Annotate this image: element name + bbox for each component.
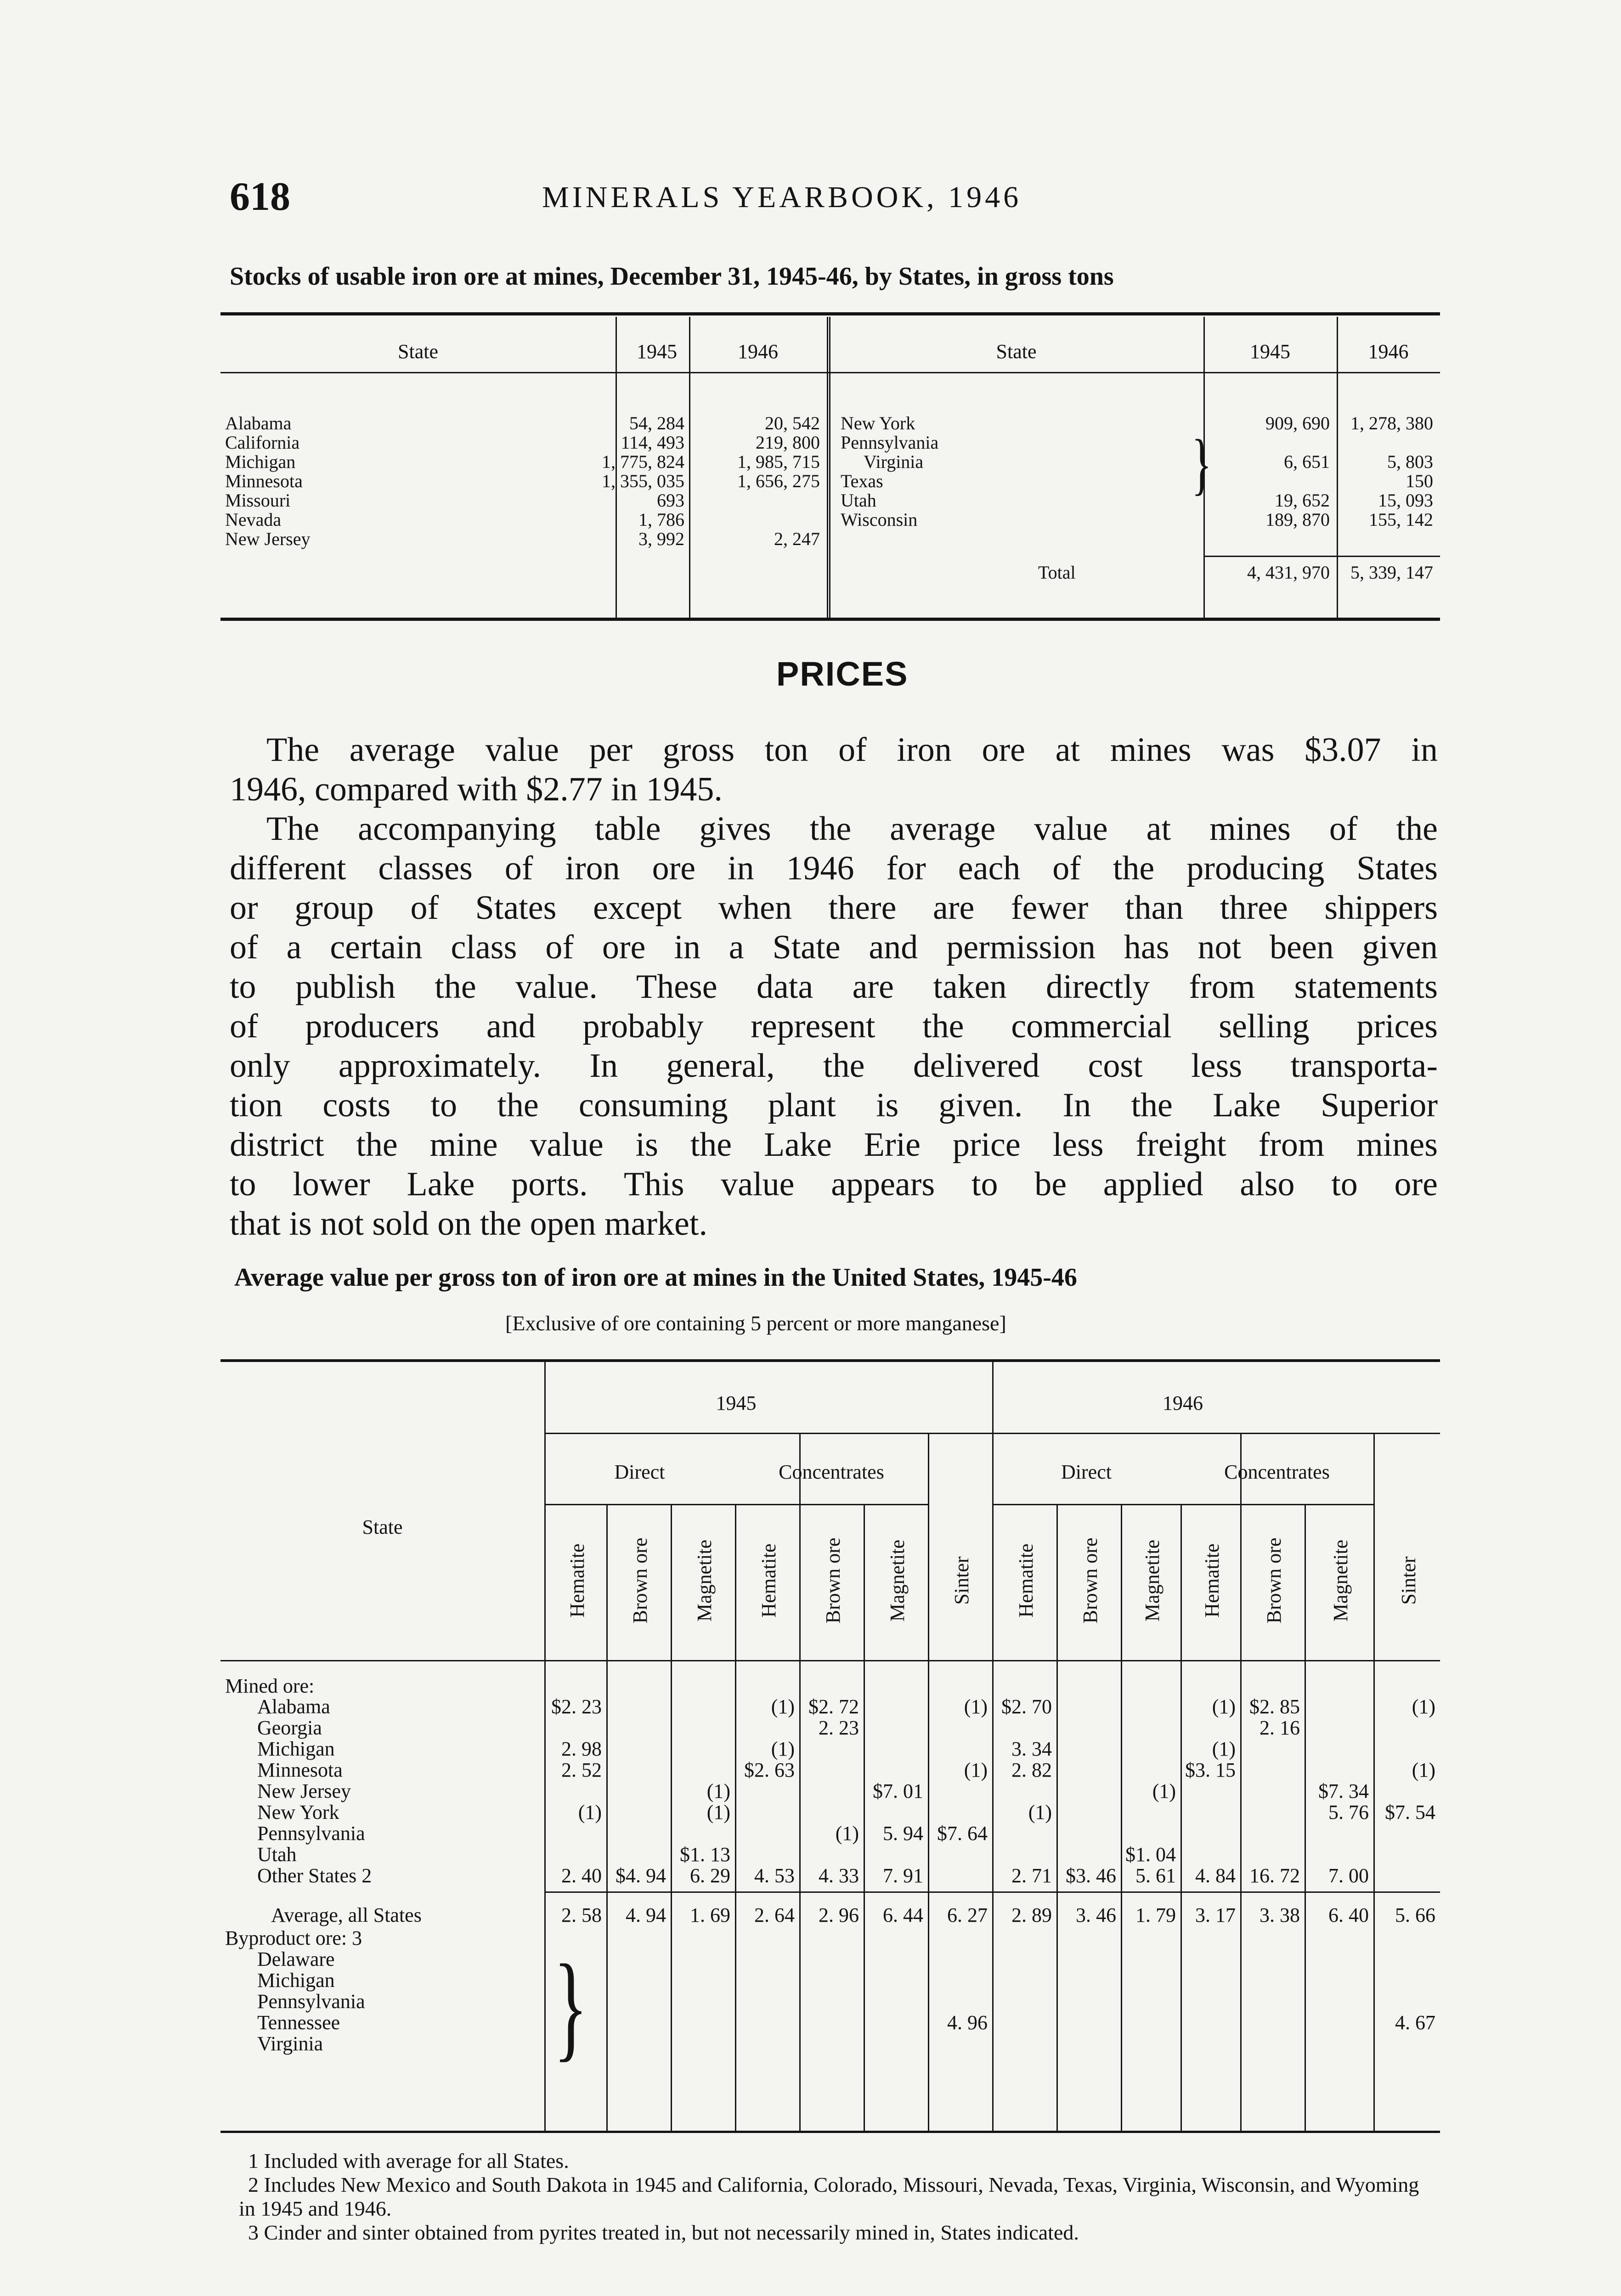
table-cell: 4. 67 <box>1395 2011 1435 2034</box>
table-row-state: Pennsylvania <box>257 1990 365 2013</box>
paragraph-line: to publish the value. These data are taken directly from statements <box>230 968 1438 1006</box>
footnote: 2 Includes New Mexico and South Dakota in 1945 and California, Colorado, Missouri, Nevada, Texas, Virginia, Wisconsin, and Wyoming in 1945 and 1946. <box>239 2173 1419 2220</box>
table-cell: 54, 284 <box>629 413 684 433</box>
value-avg-rule <box>544 1891 1440 1893</box>
value-header-column: Magnetite <box>1141 1539 1164 1622</box>
table-cell: 4. 96 <box>947 2011 988 2034</box>
table-cell: 693 <box>657 490 684 511</box>
value-col-rule <box>1121 1504 1122 2131</box>
paragraph-line: tion costs to the consuming plant is given. In the Lake Superior <box>230 1086 1438 1124</box>
footnote: 3 Cinder and sinter obtained from pyrites treated in, but not necessarily mined in, States indicated. <box>248 2221 1079 2244</box>
footnote: 1 Included with average for all States. <box>248 2149 569 2172</box>
table-row-state: Alabama <box>257 1695 330 1718</box>
paragraph-line: that is not sold on the open market. <box>230 1205 707 1243</box>
table-cell: $1. 13 <box>680 1843 730 1866</box>
table-cell: 6. 27 <box>947 1904 988 1926</box>
value-header-column: Sinter <box>950 1556 973 1605</box>
table-row-state: New Jersey <box>257 1780 351 1802</box>
paragraph-line: to lower Lake ports. This value appears to be applied also to ore <box>230 1165 1438 1203</box>
table-cell: 2. 98 <box>561 1738 602 1760</box>
stocks-header-1946: 1946 <box>1368 340 1409 363</box>
table-cell: 5. 66 <box>1395 1904 1435 1926</box>
table-cell: 20, 542 <box>765 413 820 433</box>
table-row-state: Wisconsin <box>841 509 918 530</box>
table-cell: 19, 652 <box>1275 490 1330 511</box>
table-cell: 1. 69 <box>690 1904 730 1926</box>
table-cell: 1, 786 <box>638 509 684 530</box>
table-cell: 909, 690 <box>1265 413 1330 433</box>
table-cell: 5. 94 <box>883 1822 923 1845</box>
table-cell: 114, 493 <box>621 432 684 453</box>
value-top-rule <box>220 1359 1440 1362</box>
value-header-column: Magnetite <box>693 1539 716 1622</box>
table-cell: 2. 64 <box>754 1904 795 1926</box>
table-cell: 2. 16 <box>1260 1716 1300 1739</box>
table-cell: 6. 29 <box>690 1864 730 1887</box>
table-cell: $3. 15 <box>1185 1759 1236 1781</box>
paragraph <box>230 730 1438 809</box>
paragraph-line: only approximately. In general, the delivered cost less transporta- <box>230 1047 1438 1085</box>
table-cell: (1) <box>706 1801 730 1823</box>
value-table-caption: Average value per gross ton of iron ore at mines in the United States, 1945-46 <box>234 1263 1077 1292</box>
table-row-state: Minnesota <box>225 471 303 491</box>
value-bottom-rule <box>220 2131 1440 2133</box>
table-row-state: California <box>225 432 300 453</box>
paragraph-line: different classes of iron ore in 1946 for each of the producing States <box>230 850 1438 887</box>
paragraph-line: district the mine value is the Lake Erie price less freight from mines <box>230 1126 1438 1164</box>
table-row-state: Virginia <box>257 2032 323 2055</box>
brace-icon: } <box>553 1940 588 2072</box>
stocks-total-1945: 4, 431, 970 <box>1247 562 1330 583</box>
stocks-header-1946: 1946 <box>738 340 778 363</box>
table-cell: 5. 76 <box>1328 1801 1369 1823</box>
table-row-state: Minnesota <box>257 1759 343 1781</box>
running-title: MINERALS YEARBOOK, 1946 <box>542 180 1022 214</box>
table-cell: 3, 992 <box>638 529 684 549</box>
table-row-state: Virginia <box>864 451 924 472</box>
value-header-group: Concentrates <box>1224 1461 1330 1483</box>
table-cell: 4. 94 <box>626 1904 666 1926</box>
table-cell: 3. 17 <box>1195 1904 1236 1926</box>
table-cell: 4. 33 <box>819 1864 859 1887</box>
stocks-bottom-rule <box>220 618 1440 621</box>
table-cell: 7. 00 <box>1328 1864 1369 1887</box>
table-cell: $2. 70 <box>1001 1695 1052 1718</box>
table-row-state: Nevada <box>225 509 282 530</box>
value-header-column: Brown ore <box>1079 1537 1101 1624</box>
table-row-state: New York <box>841 413 915 433</box>
table-cell: 7. 91 <box>883 1864 923 1887</box>
table-cell: 3. 46 <box>1076 1904 1116 1926</box>
table-cell: $2. 23 <box>551 1695 602 1718</box>
table-cell: (1) <box>771 1695 795 1718</box>
table-cell: (1) <box>964 1759 988 1781</box>
stocks-col-rule <box>827 317 828 618</box>
mined-ore-label: Mined ore: <box>225 1675 315 1697</box>
table-cell: 2. 71 <box>1011 1864 1052 1887</box>
table-cell: $3. 46 <box>1066 1864 1116 1887</box>
value-header-column: Brown ore <box>629 1537 651 1624</box>
value-header-group: Concentrates <box>779 1461 884 1483</box>
table-row-state: Tennessee <box>257 2011 340 2034</box>
table-cell: 3. 38 <box>1260 1904 1300 1926</box>
table-row-state: New Jersey <box>225 529 311 549</box>
table-cell: (1) <box>578 1801 602 1823</box>
table-cell: (1) <box>835 1822 859 1845</box>
table-cell: 6. 40 <box>1328 1904 1369 1926</box>
table-row-state: New York <box>257 1801 339 1823</box>
value-col-rule <box>1056 1504 1058 2131</box>
table-cell: $4. 94 <box>616 1864 666 1887</box>
table-cell: 1, 278, 380 <box>1350 413 1433 433</box>
table-cell: (1) <box>771 1738 795 1760</box>
table-cell: $7. 34 <box>1318 1780 1369 1802</box>
value-header-year: 1946 <box>1163 1392 1203 1414</box>
table-cell: (1) <box>1212 1738 1236 1760</box>
table-cell: $2. 85 <box>1249 1695 1300 1718</box>
paragraph-line: The accompanying table gives the average value at mines of the <box>266 810 1438 848</box>
table-row-state: Utah <box>841 490 876 511</box>
stocks-header-1945: 1945 <box>1250 340 1290 363</box>
table-cell: 2, 247 <box>774 529 820 549</box>
table-cell: (1) <box>1412 1695 1435 1718</box>
table-cell: 1, 985, 715 <box>737 451 820 472</box>
value-col-rule <box>735 1504 736 2131</box>
table-row-state: Texas <box>841 471 883 491</box>
byproduct-label: Byproduct ore: 3 <box>225 1927 362 1949</box>
value-col-rule <box>1240 1433 1242 2131</box>
stocks-total-rule <box>1203 556 1440 557</box>
table-cell: 2. 52 <box>561 1759 602 1781</box>
table-cell: 5, 803 <box>1387 451 1433 472</box>
value-header-group: Direct <box>614 1461 665 1483</box>
table-row-state: Missouri <box>225 490 291 511</box>
value-header-group: Direct <box>1061 1461 1112 1483</box>
paragraph-line: or group of States except when there are fewer than three shippers <box>230 889 1438 927</box>
value-col-rule <box>1180 1504 1182 2131</box>
value-col-rule <box>864 1504 865 2131</box>
table-row-state: Michigan <box>225 451 296 472</box>
table-cell: $2. 63 <box>744 1759 795 1781</box>
table-cell: (1) <box>1028 1801 1052 1823</box>
table-row-state: Other States 2 <box>257 1864 372 1887</box>
table-cell: (1) <box>1152 1780 1176 1802</box>
brace-icon: } <box>1192 426 1212 502</box>
table-cell: 15, 093 <box>1378 490 1433 511</box>
prices-heading: PRICES <box>776 655 909 693</box>
table-cell: 4. 53 <box>754 1864 795 1887</box>
value-header-column: Brown ore <box>822 1537 844 1624</box>
table-cell: 2. 96 <box>819 1904 859 1926</box>
value-header-column: Hematite <box>565 1543 588 1618</box>
value-header-year: 1945 <box>716 1392 757 1414</box>
table-cell: $7. 54 <box>1385 1801 1435 1823</box>
stocks-header-1945: 1945 <box>637 340 677 363</box>
table-cell: $1. 04 <box>1125 1843 1176 1866</box>
stocks-header-state: State <box>398 340 438 363</box>
page-number: 618 <box>230 174 290 219</box>
table-cell: $7. 64 <box>937 1822 988 1845</box>
table-cell: (1) <box>964 1695 988 1718</box>
table-cell: 1, 775, 824 <box>602 451 684 472</box>
table-cell: $7. 01 <box>873 1780 923 1802</box>
table-cell: 6. 44 <box>883 1904 923 1926</box>
value-header-rule <box>220 1660 1440 1661</box>
table-cell: 189, 870 <box>1265 509 1330 530</box>
table-cell: 4. 84 <box>1195 1864 1236 1887</box>
table-row-state: Michigan <box>257 1738 335 1760</box>
paragraph-line: of producers and probably represent the commercial selling prices <box>230 1007 1438 1045</box>
stocks-total-label: Total <box>1038 562 1076 583</box>
table-cell: 2. 23 <box>819 1716 859 1739</box>
table-cell: 2. 58 <box>561 1904 602 1926</box>
table-cell: 5. 61 <box>1135 1864 1176 1887</box>
value-header-state: State <box>362 1516 403 1538</box>
table-cell: (1) <box>706 1780 730 1802</box>
value-header-column: Sinter <box>1397 1556 1420 1605</box>
table-cell: 2. 40 <box>561 1864 602 1887</box>
value-col-rule <box>606 1504 608 2131</box>
table-cell: 150 <box>1406 471 1433 491</box>
table-row-state: Pennsylvania <box>257 1822 365 1845</box>
table-cell: 1, 355, 035 <box>602 471 684 491</box>
value-group-rule <box>992 1504 1373 1505</box>
table-cell: (1) <box>1412 1759 1435 1781</box>
stocks-total-1946: 5, 339, 147 <box>1350 562 1433 583</box>
table-row-state: Delaware <box>257 1948 335 1970</box>
table-cell: 2. 82 <box>1011 1759 1052 1781</box>
stocks-header-state: State <box>996 340 1037 363</box>
table-cell: 6, 651 <box>1284 451 1330 472</box>
value-header-column: Magnetite <box>886 1539 909 1622</box>
table-cell: (1) <box>1212 1695 1236 1718</box>
value-header-column: Hematite <box>1015 1543 1037 1618</box>
value-header-column: Hematite <box>1201 1543 1223 1618</box>
value-col-rule <box>799 1433 801 2131</box>
table-row-state: Georgia <box>257 1716 322 1739</box>
value-header-column: Magnetite <box>1329 1539 1352 1622</box>
stocks-top-rule <box>220 312 1440 315</box>
paragraph-line: 1946, compared with $2.77 in 1945. <box>230 771 723 808</box>
stocks-table-caption: Stocks of usable iron ore at mines, December 31, 1945-46, by States, in gross tons <box>230 262 1114 291</box>
table-row-state: Alabama <box>225 413 292 433</box>
table-cell: 1, 656, 275 <box>737 471 820 491</box>
table-cell: 219, 800 <box>756 432 820 453</box>
table-row-state: Pennsylvania <box>841 432 939 453</box>
value-header-column: Brown ore <box>1263 1537 1285 1624</box>
value-table-subcaption: [Exclusive of ore containing 5 percent or more manganese] <box>505 1311 1006 1335</box>
table-cell: 155, 142 <box>1369 509 1433 530</box>
table-row-state: Michigan <box>257 1969 335 1992</box>
table-cell: 1. 79 <box>1135 1904 1176 1926</box>
paragraph-line: The average value per gross ton of iron ore at mines was $3.07 in <box>266 731 1438 769</box>
paragraph <box>230 809 1438 1244</box>
average-label: Average, all States <box>271 1904 422 1926</box>
table-row-state: Utah <box>257 1843 297 1866</box>
paragraph-line: of a certain class of ore in a State and permission has not been given <box>230 929 1438 966</box>
table-cell: 16. 72 <box>1249 1864 1300 1887</box>
table-cell: 3. 34 <box>1011 1738 1052 1760</box>
table-cell: $2. 72 <box>808 1695 859 1718</box>
value-header-column: Hematite <box>757 1543 780 1618</box>
table-cell: 2. 89 <box>1011 1904 1052 1926</box>
